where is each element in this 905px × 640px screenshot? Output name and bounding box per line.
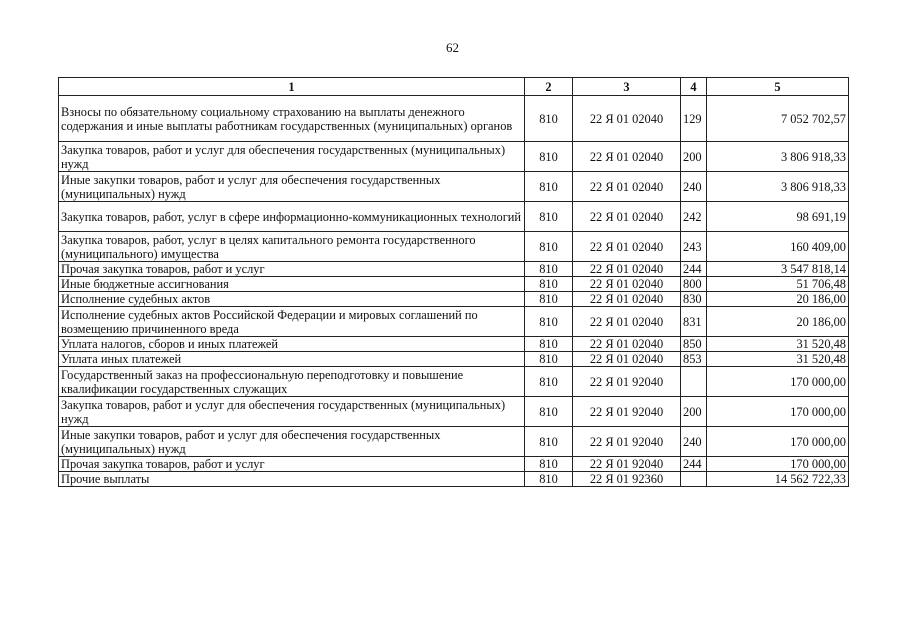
row-code: 810 [525,457,573,472]
row-article: 22 Я 01 02040 [573,352,681,367]
table-row [59,427,849,457]
row-name: Прочая закупка товаров, работ и услуг [59,457,525,472]
row-amount: 170 000,00 [707,427,849,457]
row-code: 810 [525,352,573,367]
row-article: 22 Я 01 02040 [573,96,681,142]
table-row [59,277,849,292]
budget-table [58,77,849,487]
row-amount: 31 520,48 [707,352,849,367]
table-row [59,232,849,262]
row-name: Закупка товаров, работ, услуг в сфере информационно-коммуникационных технологий [59,202,525,232]
row-name: Уплата налогов, сборов и иных платежей [59,337,525,352]
row-amount: 3 806 918,33 [707,172,849,202]
row-type: 242 [681,202,707,232]
row-amount: 20 186,00 [707,307,849,337]
row-article: 22 Я 01 02040 [573,277,681,292]
table-row [59,202,849,232]
row-type [681,367,707,397]
row-code: 810 [525,232,573,262]
table-row [59,367,849,397]
row-name: Государственный заказ на профессиональную переподготовку и повышение квалификации государственных служащих [59,367,525,397]
row-name: Закупка товаров, работ и услуг для обеспечения государственных (муниципальных) нужд [59,142,525,172]
page-number: 62 [446,40,459,55]
row-code: 810 [525,96,573,142]
table-row [59,292,849,307]
row-name: Закупка товаров, работ, услуг в целях капитального ремонта государственного (муниципального) имущества [59,232,525,262]
table-row [59,352,849,367]
row-type: 831 [681,307,707,337]
row-type: 200 [681,142,707,172]
row-name: Прочие выплаты [59,472,525,487]
row-type: 129 [681,96,707,142]
row-amount: 20 186,00 [707,292,849,307]
row-type: 240 [681,427,707,457]
row-code: 810 [525,202,573,232]
row-name: Исполнение судебных актов [59,292,525,307]
row-type: 244 [681,262,707,277]
row-name: Уплата иных платежей [59,352,525,367]
row-amount: 160 409,00 [707,232,849,262]
table-row [59,172,849,202]
column-header-3: 3 [573,78,681,96]
row-name: Закупка товаров, работ и услуг для обеспечения государственных (муниципальных) нужд [59,397,525,427]
row-name: Иные закупки товаров, работ и услуг для обеспечения государственных (муниципальных) нужд [59,172,525,202]
row-article: 22 Я 01 92040 [573,367,681,397]
row-amount: 170 000,00 [707,397,849,427]
table-row [59,337,849,352]
row-article: 22 Я 01 02040 [573,202,681,232]
header-row [59,78,849,96]
table-body [59,96,849,487]
row-type: 240 [681,172,707,202]
row-article: 22 Я 01 92040 [573,397,681,427]
row-article: 22 Я 01 02040 [573,232,681,262]
row-code: 810 [525,277,573,292]
row-name: Взносы по обязательному социальному страхованию на выплаты денежного содержания и иные выплаты работникам государственных (муниципальных) органов [59,96,525,142]
row-name: Иные закупки товаров, работ и услуг для обеспечения государственных (муниципальных) нужд [59,427,525,457]
row-code: 810 [525,367,573,397]
row-type: 244 [681,457,707,472]
row-article: 22 Я 01 92360 [573,472,681,487]
table-row [59,457,849,472]
row-type [681,472,707,487]
row-article: 22 Я 01 02040 [573,307,681,337]
row-type: 200 [681,397,707,427]
row-name: Прочая закупка товаров, работ и услуг [59,262,525,277]
row-code: 810 [525,262,573,277]
column-header-2: 2 [525,78,573,96]
row-amount: 170 000,00 [707,367,849,397]
row-article: 22 Я 01 02040 [573,142,681,172]
table-header [59,78,849,96]
row-article: 22 Я 01 92040 [573,457,681,472]
row-amount: 3 547 818,14 [707,262,849,277]
table-row [59,397,849,427]
row-article: 22 Я 01 02040 [573,262,681,277]
row-code: 810 [525,142,573,172]
row-type: 243 [681,232,707,262]
row-amount: 51 706,48 [707,277,849,292]
row-code: 810 [525,307,573,337]
row-amount: 98 691,19 [707,202,849,232]
row-code: 810 [525,397,573,427]
row-article: 22 Я 01 02040 [573,337,681,352]
row-code: 810 [525,172,573,202]
row-type: 830 [681,292,707,307]
row-amount: 7 052 702,57 [707,96,849,142]
column-header-4: 4 [681,78,707,96]
row-code: 810 [525,472,573,487]
table-row [59,472,849,487]
table-row [59,262,849,277]
row-amount: 170 000,00 [707,457,849,472]
row-code: 810 [525,292,573,307]
table-row [59,307,849,337]
row-code: 810 [525,337,573,352]
row-name: Исполнение судебных актов Российской Федерации и мировых соглашений по возмещению причиненного вреда [59,307,525,337]
row-type: 850 [681,337,707,352]
row-type: 853 [681,352,707,367]
column-header-1: 1 [59,78,525,96]
row-code: 810 [525,427,573,457]
table-row [59,96,849,142]
row-amount: 14 562 722,33 [707,472,849,487]
row-amount: 31 520,48 [707,337,849,352]
row-article: 22 Я 01 02040 [573,292,681,307]
table-row [59,142,849,172]
row-name: Иные бюджетные ассигнования [59,277,525,292]
column-header-5: 5 [707,78,849,96]
row-article: 22 Я 01 92040 [573,427,681,457]
row-article: 22 Я 01 02040 [573,172,681,202]
row-amount: 3 806 918,33 [707,142,849,172]
row-type: 800 [681,277,707,292]
